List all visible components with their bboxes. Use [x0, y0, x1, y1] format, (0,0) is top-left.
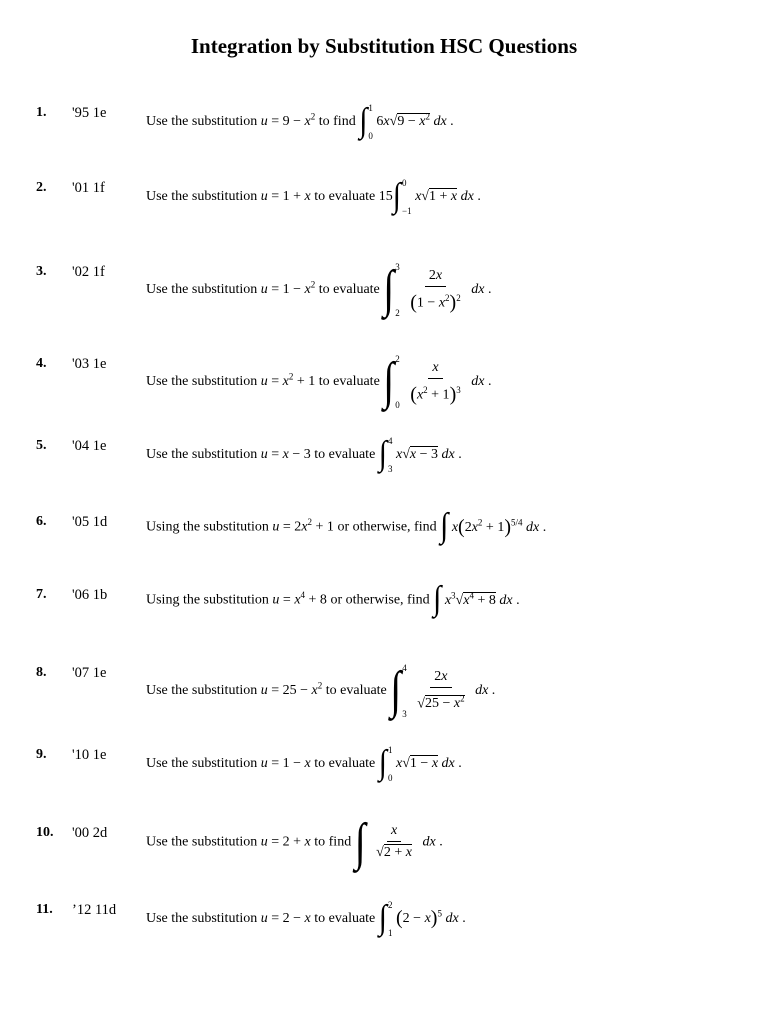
question-11	[0, 898, 768, 938]
question-year: '01 1f	[72, 180, 105, 196]
substitution: u	[260, 282, 268, 298]
question-text: Use the substitution $u = x^2 + 1$ to evaluate ∫ 2 0 $\frac{x}{(x^2 + 1)^3}$ dx .	[146, 351, 492, 410]
integrand-fraction: $\frac{2x}{(1 - x^2)^2}$	[410, 267, 461, 314]
question-number: 6.	[36, 514, 47, 529]
question-text: Use the substitution u = 1 − x to evaluate ∫ 1 0 x√1 − x dx .	[146, 743, 462, 783]
question-8	[0, 660, 768, 719]
question-year: '10 1e	[72, 747, 107, 763]
question-year: '03 1e	[72, 356, 107, 372]
integral-limits: 3 2	[395, 262, 400, 318]
substitution: u	[272, 592, 280, 608]
question-7	[0, 579, 768, 618]
question-year: '00 2d	[72, 825, 108, 841]
substitution: u	[260, 756, 268, 772]
integral-limits: 0 −1	[402, 178, 412, 216]
question-6	[0, 506, 768, 545]
question-4	[0, 351, 768, 410]
integral-sign: ∫	[390, 660, 402, 719]
integrand: x√x − 3 dx .	[396, 447, 462, 463]
question-text: Use the substitution u = 1 + x to evaluate 15∫ 0 −1 x√1 + x dx .	[146, 176, 481, 216]
question-number: 1.	[36, 105, 47, 120]
substitution: u	[260, 189, 268, 205]
integral-limits: 2 0	[395, 354, 400, 410]
substitution: u	[260, 114, 268, 130]
integrand: $x(2x^2 + 1)^{5/4}$ dx .	[451, 515, 547, 538]
integrand: $6x√9 - x^2$ dx .	[376, 111, 454, 130]
integral-sign: ∫	[392, 176, 401, 215]
integral-sign: ∫	[378, 743, 387, 782]
substitution: u	[260, 683, 268, 699]
integrand: x√1 − x dx .	[396, 756, 462, 772]
question-number: 7.	[36, 587, 47, 602]
question-number: 8.	[36, 665, 47, 680]
question-year: '06 1b	[72, 587, 108, 603]
question-9	[0, 743, 768, 783]
question-10	[0, 811, 768, 871]
substitution: u	[260, 911, 268, 927]
page-title: Integration by Substitution HSC Questions	[190, 34, 578, 58]
integral-sign: ∫	[383, 351, 395, 410]
question-text: Using the substitution $u = 2x^2 + 1$ or otherwise, find ∫ $x(2x^2 + 1)^{5/4}$ dx .	[146, 506, 547, 545]
integrand-fraction: $\frac{x}{(x^2 + 1)^3}$	[410, 359, 461, 406]
integrand-fraction: $\frac{x}{√2 + x}$	[376, 823, 412, 860]
integral-sign: ∫	[354, 811, 366, 871]
integral-limits: 4 3	[402, 663, 407, 719]
question-number: 4.	[36, 356, 47, 371]
integral-sign: ∫	[378, 434, 388, 473]
integrand: $(2 - x)^5$ dx .	[396, 907, 466, 930]
question-year: '95 1e	[72, 105, 107, 121]
integrand: $x^3√x^4 + 8$ dx .	[444, 590, 520, 608]
integral-limits: 2 1	[388, 900, 393, 938]
integral-sign: ∫	[359, 101, 368, 140]
question-number: 10.	[36, 825, 54, 840]
question-text: Use the substitution u = 2 + x to find ∫ $\frac{x}{√2 + x}$ dx .	[146, 811, 443, 871]
question-year: '07 1e	[72, 665, 107, 681]
substitution: u	[272, 519, 280, 535]
integral-limits: 1 0	[388, 745, 393, 783]
question-text: Use the substitution u = x − 3 to evaluate ∫ 4 3 x√x − 3 dx .	[146, 434, 462, 474]
question-year: '02 1f	[72, 264, 105, 280]
question-year: '05 1d	[72, 514, 108, 530]
question-year: '04 1e	[72, 438, 107, 454]
question-number: 3.	[36, 264, 47, 279]
integrand-fraction: $\frac{2x}{√25 - x^2}$	[417, 668, 465, 712]
integral-sign: ∫	[433, 579, 442, 618]
integral-sign: ∫	[440, 506, 449, 545]
question-3	[0, 259, 768, 318]
question-number: 9.	[36, 747, 47, 762]
integrand: x√1 + x dx .	[415, 189, 481, 205]
substitution: u	[260, 834, 268, 850]
question-5	[0, 434, 768, 474]
question-text: Use the substitution $u = 9 - x^2$ to find ∫ 1 0 $6x√9 - x^2$ dx .	[146, 101, 454, 141]
integral-sign: ∫	[378, 898, 387, 937]
substitution: u	[260, 447, 268, 463]
question-number: 5.	[36, 438, 47, 453]
integral-sign: ∫	[383, 259, 395, 318]
question-text: Use the substitution u = 2 − x to evaluate ∫ 2 1 $(2 - x)^5$ dx .	[146, 898, 466, 938]
question-text: Using the substitution $u = x^4 + 8$ or otherwise, find ∫ $x^3√x^4 + 8$ dx .	[146, 579, 520, 618]
integral-limits: 4 3	[388, 436, 393, 474]
question-2	[0, 176, 768, 216]
question-year: ’12 11d	[72, 902, 117, 918]
question-number: 11.	[36, 902, 53, 917]
question-number: 2.	[36, 180, 47, 195]
question-text: Use the substitution $u = 1 - x^2$ to evaluate ∫ 3 2 $\frac{2x}{(1 - x^2)^2}$ dx .	[146, 259, 492, 318]
question-text: Use the substitution $u = 25 - x^2$ to evaluate ∫ 4 3 $\frac{2x}{√25 - x^2}$ dx .	[146, 660, 496, 719]
substitution: u	[260, 374, 268, 390]
integral-limits: 1 0	[368, 103, 373, 141]
question-1	[0, 101, 768, 141]
